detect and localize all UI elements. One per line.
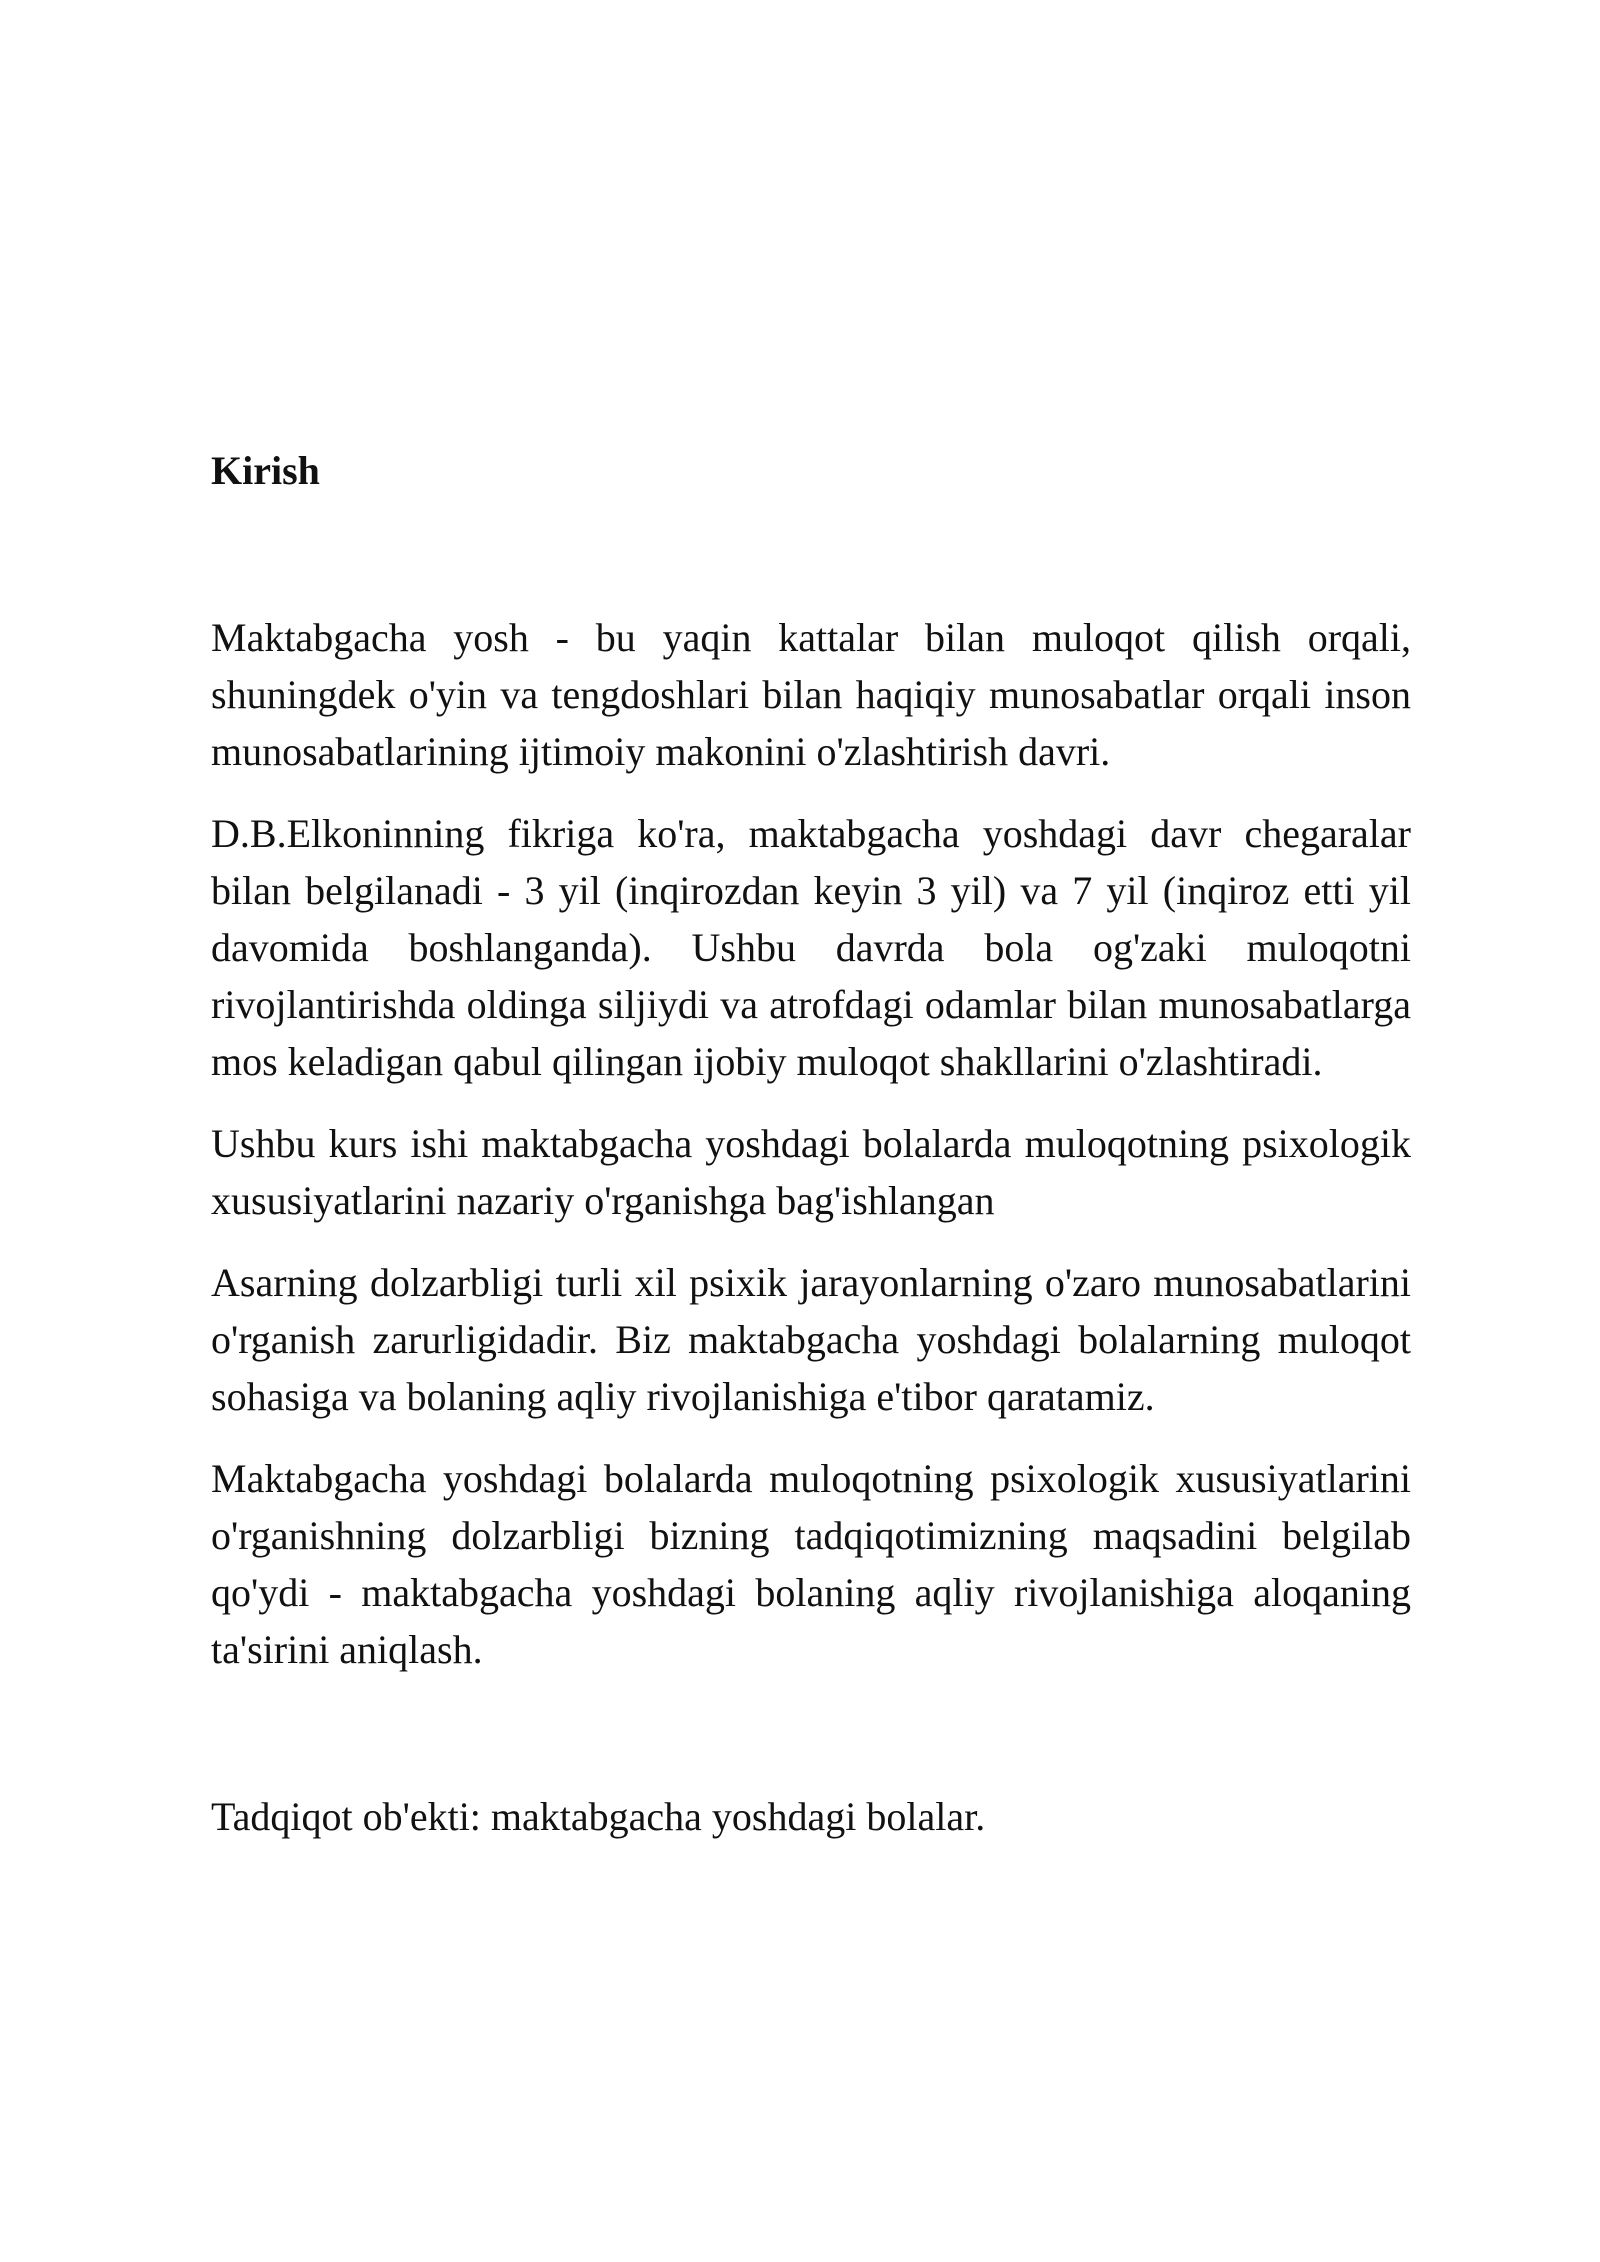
paragraph-relevance: Asarning dolzarbligi turli xil psixik jarayonlarning o'zaro munosabatlarini o'rganish zarurligidadir. Biz maktabgacha yoshdagi bolalarning muloqot sohasiga va bolaning aqliy rivojlanishiga e'tibor qaratamiz. bbox=[211, 1260, 1411, 1419]
paragraph-goal: Maktabgacha yoshdagi bolalarda muloqotning psixologik xususiyatlarini o'rganishning dolzarbligi bizning tadqiqotimizning maqsadini belgilab qo'ydi - maktabgacha yoshdagi bolaning aqliy rivojlanishiga aloqaning ta'sirini aniqlash. bbox=[211, 1456, 1411, 1672]
paragraph-intro: Maktabgacha yosh - bu yaqin kattalar bilan muloqot qilish orqali, shuningdek o'yin va tengdoshlari bilan haqiqiy munosabatlar orqali inson munosabatlarining ijtimoiy makonini o'zlashtirish davri. bbox=[211, 615, 1411, 774]
paragraph-course-work: Ushbu kurs ishi maktabgacha yoshdagi bolalarda muloqotning psixologik xususiyatlarini nazariy o'rganishga bag'ishlangan bbox=[211, 1121, 1411, 1223]
document-body bbox=[211, 442, 1411, 1870]
section-heading: Kirish bbox=[211, 448, 320, 493]
paragraph-research-object: Tadqiqot ob'ekti: maktabgacha yoshdagi bolalar. bbox=[211, 1794, 986, 1839]
paragraph-elkonin: D.B.Elkoninning fikriga ko'ra, maktabgacha yoshdagi davr chegaralar bilan belgilanadi - 3 yil (inqirozdan keyin 3 yil) va 7 yil (inqiroz etti yil davomida boshlanganda). Ushbu davrda bola og'zaki muloqotni rivojlantirishda oldinga siljiydi va atrofdagi odamlar bilan munosabatlarga mos keladigan qabul qilingan ijobiy muloqot shakllarini o'zlashtiradi. bbox=[211, 811, 1411, 1084]
